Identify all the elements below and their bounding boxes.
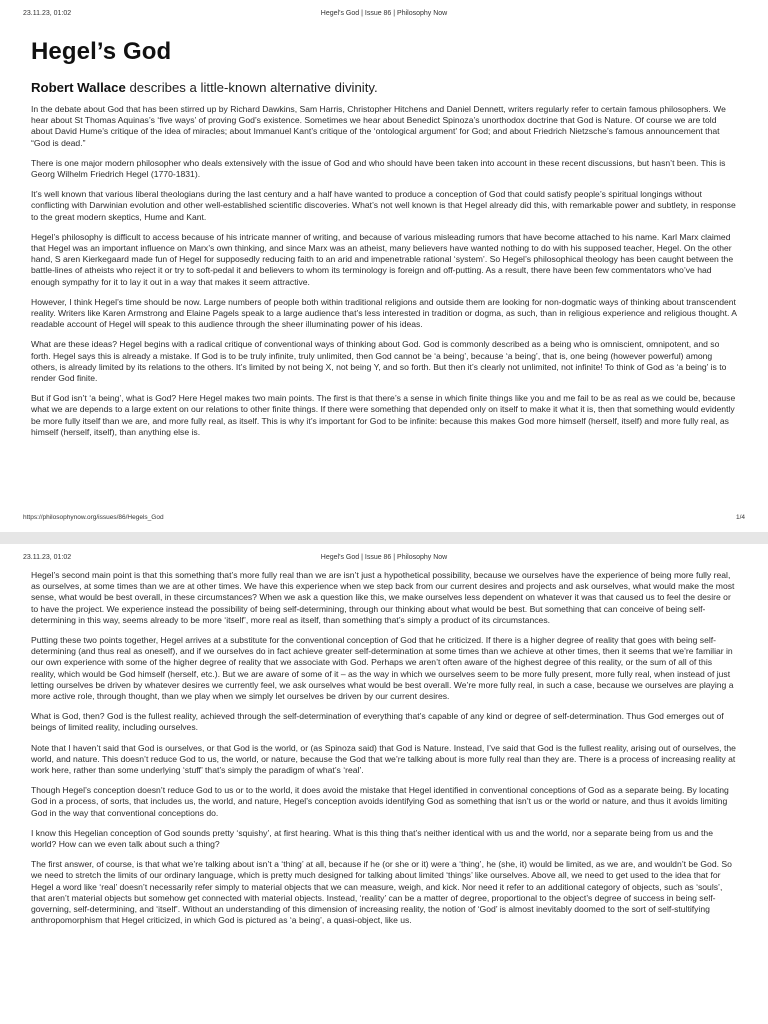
paragraph: Hegel’s second main point is that this something that’s more fully real than we are isn’t just a hypothetical possibility, because we ourselves have the experience of being more fully real, as ourselves, at some times than we are at other times. We have this experience when we step back from our current desires and projects and ask ourselves, what would make the most sense, what would be best overall, in these circumstances? When we ask a question like this, we make ourselves less dependent on whatever it was that caused us to feel the desire or to have the project. We experience instead the possibility of being self-determining, through our thinking about what would be best. But something that can conceive of being self-determining in this way, seems already to be more ‘itself’, more real as itself, than something that’s simply a product of its circumstances.	[31, 570, 735, 625]
paragraph: Putting these two points together, Hegel arrives at a substitute for the conventional conception of God that he criticized. If there is a higher degree of reality that goes with being self-determining (and thus real as oneself), and if we ourselves do in fact achieve greater self-determination at some times than we achieve at other times, then it seems that we’re familiar in our own experience with some of the higher degree of reality that we associate with God. Perhaps we aren’t often aware of the highest degree of this reality, or the sum of all of this reality, which would be God himself (herself, etc.). But we are aware of some of it – as the way in which we ourselves seem to be more fully present, more fully real, when instead of just letting ourselves be driven by whatever desires we currently feel, we ask ourselves what would be best overall. We’re more fully real, in such a case, because we ourselves are playing a more active role, through thought, than we play when we simply let ourselves be driven by our current desires.	[31, 635, 734, 702]
standfirst	[31, 80, 737, 95]
article-title: Hegel’s God	[31, 38, 172, 65]
page-number: 1/4	[735, 514, 745, 521]
article-body	[31, 34, 737, 447]
source-url: https://philosophynow.org/issues/86/Hegels_God	[23, 514, 164, 521]
paragraph: In the debate about God that has been stirred up by Richard Dawkins, Sam Harris, Christopher Hitchens and Daniel Dennett, writers regularly refer to certain famous philosophers. We hear about St Thomas Aquinas’s ‘five ways’ of proving God’s existence. Sometimes we hear about Benedict Spinoza’s unorthodox doctrine that God is Nature. Of course we are told about David Hume’s critique of the idea of miracles; about Immanuel Kant’s critique of the ‘ontological argument’ for God; and about Friedrich Nietzsche’s famous announcement that “God is dead.”	[31, 104, 726, 148]
print-title: Hegel’s God | Issue 86 | Philosophy Now	[320, 554, 448, 561]
paragraph: The first answer, of course, is that what we’re talking about isn’t a ‘thing’ at all, because if he (or she or it) were a ‘thing’, he (she, it) would be limited, as we are, and wouldn’t be God. So we need to stretch the limits of our ordinary language, which is pretty much designed for talking about limited ‘things’ like ourselves. Above all, we need to get used to the idea that for Hegel a word like ‘real’ doesn’t necessarily refer simply to material objects that we can measure, weigh, and kick. Nor need it refer to an additional category of objects, such as ‘souls’, that aren’t material objects but somehow get connected with material objects. Instead, ‘reality’ can be a matter of degree, proportional to the object’s degree of success in being self-governing, self-determining, and ‘itself’. Without an understanding of this dimension of increasing reality, the notion of ‘God’ is almost inevitably doomed to the sort of self-stultifying anthropomorphism that Hegel criticized, in which God is pictured as ‘a being’, a quasi-object, like us.	[31, 859, 732, 926]
paragraph: I know this Hegelian conception of God sounds pretty ‘squishy’, at first hearing. What is this thing that’s neither identical with us and the world, nor a separate being from us and the world? How can we even talk about such a thing?	[31, 827, 713, 850]
paragraph: Hegel’s philosophy is difficult to access because of his intricate manner of writing, and because of various misleading rumors that have become attached to his name. Karl Marx claimed that Hegel was an important influence on Marx’s own thinking, and since Marx was an atheist, many believers have wanted nothing to do with his supposed teacher, Hegel. On the other hand, S aren Kierkegaard made fun of Hegel for supposedly reducing faith to an arid and impenetrable rational ‘system’. So Hegel’s philosophical theology has been caught between the battle-lines of atheists who reject it or try to soft-pedal it and believers to whom its terminology is foreign and off-putting. As a result, there have been few commentators who’ve had enough sympathy for it to lay it out in a way that makes it seem attractive.	[31, 231, 734, 287]
paragraph: Note that I haven’t said that God is ourselves, or that God is the world, or (as Spinoza said) that God is Nature. Instead, I’ve said that God is the fullest reality, arising out of ourselves, the world, and nature. This doesn’t reduce God to us, the world, or nature, because the God that we’re talking about is more fully real than they are. There is a process of increasing reality at work here, rather than some underlying ‘stuff’ that’s simply the paradigm of what’s ‘real’.	[31, 742, 736, 776]
print-date: 23.11.23, 01:02	[23, 10, 72, 17]
paragraph: What are these ideas? Hegel begins with a radical critique of conventional ways of thinking about God. God is commonly described as a being who is omniscient, omnipotent, and so forth. Hegel says this is already a mistake. If God is to be truly infinite, truly unlimited, then God cannot be ‘a being’, because ‘a being’, that is, one being (however powerful) among others, is already limited by its relations to the others. It’s limited by not being X, not being Y, and so forth. But then it’s clearly not unlimited, not infinite! To think of God as ‘a being’ is to render God finite.	[31, 339, 727, 384]
pdf-page-2	[0, 544, 768, 1024]
print-date: 23.11.23, 01:02	[23, 554, 72, 561]
standfirst-text: describes a little-known alternative divinity.	[125, 80, 378, 95]
page-header	[23, 554, 745, 566]
paragraph: However, I think Hegel’s time should be now. Large numbers of people both within traditional religions and outside them are looking for non-dogmatic ways of thinking about transcendent reality. Writers like Karen Armstrong and Elaine Pagels speak to a large audience that’s less interested in tradition or dogma, as such, than in religious experience and religious thought. A readable account of Hegel will speak to this audience through the sheer illuminating power of his ideas.	[31, 296, 737, 330]
page-header	[23, 10, 745, 22]
author-name: Robert Wallace	[31, 80, 126, 95]
paragraph: There is one major modern philosopher who deals extensively with the issue of God and who should have been taken into account in these recent discussions, but hasn’t been. This is Georg Wilhelm Friedrich Hegel (1770-1831).	[31, 157, 726, 180]
page-footer	[23, 514, 745, 526]
paragraph: But if God isn’t ‘a being’, what is God? Here Hegel makes two main points. The first is that there’s a sense in which finite things like you and me fail to be as real as we could be, because what we are depends to a large extent on our relations to other finite things. If there were something that depended only on itself to make it what it is, then that something would evidently be more fully itself than we are, and more fully real, as itself. This is why it’s important for God to be infinite: because this makes God more himself (herself, itself) and more fully real, as himself (herself, itself), than anything else is.	[31, 393, 736, 437]
article-body-continued	[31, 570, 737, 935]
paragraph: It’s well known that various liberal theologians during the last century and a half have wanted to produce a conception of God that could satisfy people’s spiritual longings without conflicting with Darwinian evolution and other well-established scientific discoveries. What’s not well known is that Hegel already did this, with remarkable power and subtlety, in response to the great modern skeptics, Hume and Kant.	[31, 189, 736, 222]
paragraph: What is God, then? God is the fullest reality, achieved through the self-determination of everything that’s capable of any kind or degree of self-determination. Thus God emerges out of beings of limited reality, including ourselves.	[31, 711, 724, 733]
paragraph: Though Hegel’s conception doesn’t reduce God to us or to the world, it does avoid the mistake that Hegel identified in conventional conceptions of God as a separate being. By locating God in a process, of sorts, that includes us, the world, and nature, Hegel’s conception avoids identifying God as something that isn’t us or the world or nature, and thus it avoids limiting God in the way that conventional conceptions do.	[31, 785, 729, 818]
print-title: Hegel’s God | Issue 86 | Philosophy Now	[320, 10, 448, 17]
